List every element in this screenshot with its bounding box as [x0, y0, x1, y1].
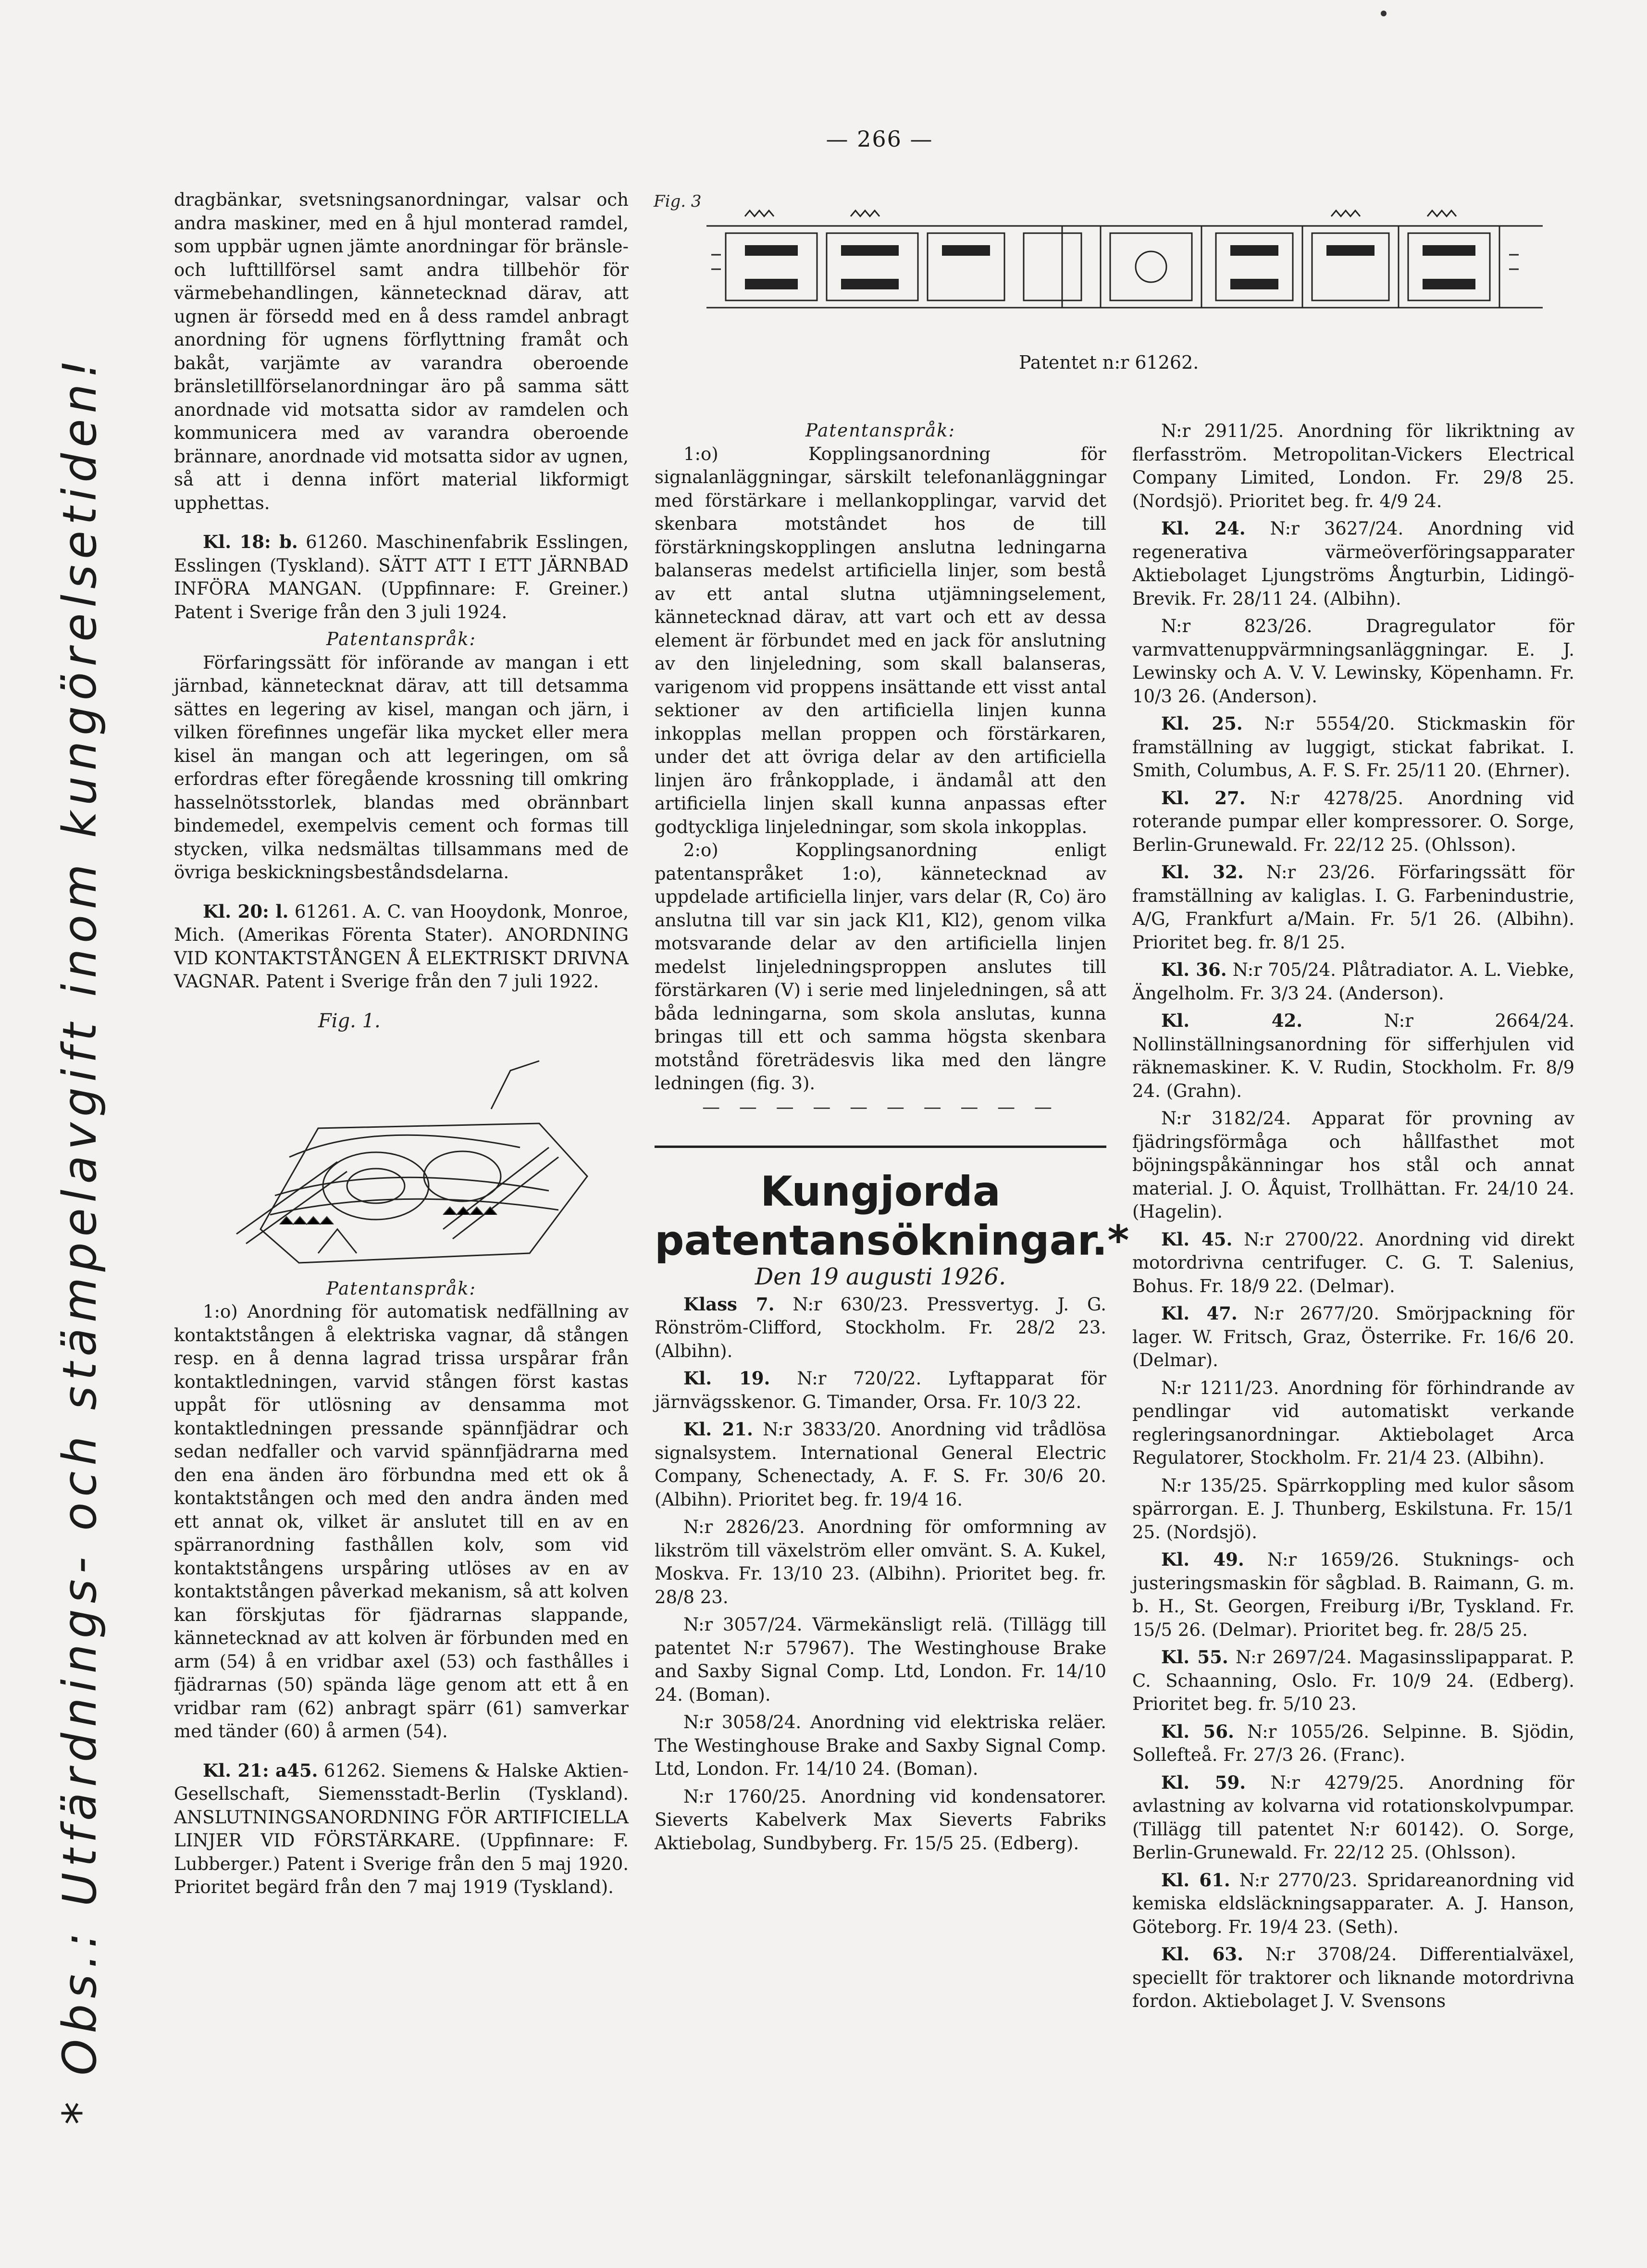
- column-1: [174, 188, 629, 1899]
- entry-text: 61260. Maschinenfabrik Esslingen, Esslingen (Tyskland). SÄTT ATT I ETT JÄRNBAD INFÖRA MANGAN. (Uppfinnare: F. Greiner.) Patent i Sverige från den 3 juli 1924.: [174, 532, 629, 623]
- section-date: Den 19 augusti 1926.: [755, 1263, 1006, 1290]
- claim-text: 1:o) Anordning för automatisk nedfällning av kontaktstången å elektriska vagnar, då stången resp. en å denna lagrad trissa urspårar från kontaktledningen, varvid stången först kastas uppåt för utlösning av densamma mot kontaktledningen pressande spännfjädrar och sedan nedfaller och varvid spännfjädrarna med den ena änden äro förbundna med ett ok å kontaktstången och med den andra änden med ett annat ok, vilket är anslutet till en av en spärranordning fasthållen kolv, som vid kontaktstångens urspåring utlöses av en av kontaktstången påverkad mekanism, så att kolven kan förskjutas för fjädrarnas slappande, kännetecknad av att kolven är förbunden med en arm (54) å en vridbar axel (53) och fasthålles i fjädrarnas (50) spända läge genom att ett å en vridbar ram (62) anbragt spärr (61) samverkar med tänder (60) å armen (54).: [174, 1301, 629, 1742]
- section-rule: [655, 1146, 1106, 1148]
- dashed-separator: — — — — — — — — — —: [702, 1096, 1059, 1117]
- entry-text: N:r 3708/24. Differentialväxel, speciellt för traktorer och liknande motordrivna fordon. Aktiebolaget J. V. Svensons: [1132, 1944, 1574, 2011]
- class-label: Kl. 49.: [1161, 1549, 1244, 1570]
- application-entry: [1132, 1009, 1574, 1103]
- entry-text: N:r 2826/23. Anordning för omformning av likström till växelström eller omvänt. S. A. Kukel, Moskva. Fr. 13/10 23. (Albihn). Prioritet beg. fr. 28/8 23.: [655, 1517, 1106, 1608]
- figure-1-label: Fig. 1.: [318, 1009, 381, 1032]
- page-number: — 266 —: [826, 126, 933, 152]
- application-entry: [655, 1293, 1106, 1363]
- entry-text: N:r 823/26. Dragregulator för varmvattenuppvärmningsanläggningar. E. J. Lewinsky och A. V. V. Lewinsky, Köpenhamn. Fr. 10/3 26. (Anderson).: [1132, 616, 1574, 707]
- class-label: Kl. 63.: [1161, 1944, 1244, 1965]
- application-entry: [1132, 1474, 1574, 1545]
- entry-text: N:r 2911/25. Anordning för likriktning av flerfasström. Metropolitan-Vickers Electrical Company Limited, London. Fr. 29/8 25. (Nordsjö). Prioritet beg. fr. 4/9 24.: [1132, 421, 1574, 511]
- entry-text: N:r 1211/23. Anordning för förhindrande av pendlingar vid automatiskt verkande regleringsanordningar. Aktiebolaget Arca Regulatorer, Stockholm. Fr. 21/4 23. (Albihn).: [1132, 1377, 1574, 1468]
- application-entry: [1132, 1943, 1574, 2013]
- application-entry: [1132, 1645, 1574, 1716]
- ink-dot: [1381, 11, 1387, 16]
- entry-text: N:r 3182/24. Apparat för provning av fjädringsförmåga och hållfasthet mot böjningspåkänningar hos stål och annat material. J. O. Åquist, Trollhättan. Fr. 24/10 24. (Hagelin).: [1132, 1108, 1574, 1222]
- class-label: Kl. 45.: [1161, 1228, 1233, 1250]
- entry-text: N:r 2664/24. Nollinställningsanordning för sifferhjulen vid räknemaskiner. K. V. Rudin, Stockholm. Fr. 8/9 24. (Grahn).: [1132, 1010, 1574, 1101]
- application-entry: [655, 1710, 1106, 1781]
- application-entry: [1132, 1771, 1574, 1865]
- figure-1-drawing: [174, 1003, 629, 1272]
- application-entry: [1132, 1302, 1574, 1372]
- class-label: Kl. 59.: [1161, 1771, 1246, 1793]
- entry-text: N:r 1055/26. Selpinne. B. Sjödin, Sollefteå. Fr. 27/3 26. (Franc).: [1132, 1721, 1575, 1765]
- margin-notice: * Obs.: Utfärdnings- och stämpelavgift inom kungörelsetiden!: [53, 354, 107, 2125]
- claims-heading: Patentanspråk:: [326, 629, 476, 649]
- claim-text: 1:o) Kopplingsanordning för signalanläggningar, särskilt telefonanläggningar med förstärkare i mellankopplingar, varvid det skenbara motstândet hos de till förstärkningskopplingen anslutna ledningarna balanseras medelst artificiella linjer, som bestå av ett antal slutna utjämningselement, kännetecknad därav, att vart och ett av dessa element är förbundet med en jack för anslutning av den linjeledning, som skall balanseras, varigenom vid proppens insättande ett visst antal sektioner av den artificiella linjen kunna inkopplas mellan proppen och förstärkaren, under det att övriga delar av den artificiella linjen äro frånkopplade, i ändamål att den artificiella linjen skall kunna anpassas efter godtyckliga linjeledningar, som skola inkopplas.: [655, 443, 1106, 837]
- patent-entry-61260: [174, 530, 629, 624]
- application-entry: [1132, 614, 1574, 708]
- application-entry: [1132, 1376, 1574, 1470]
- application-entry: [655, 1515, 1106, 1609]
- entry-text: N:r 3058/24. Anordning vid elektriska reläer. The Westinghouse Brake and Saxby Signal Comp. Ltd, London. Fr. 14/10 24. (Boman).: [655, 1712, 1106, 1779]
- class-label: Kl. 19.: [683, 1368, 770, 1389]
- patent-entry-61261: [174, 900, 629, 994]
- claims-heading: Patentanspråk:: [326, 1278, 476, 1299]
- class-label: Kl. 20: l.: [203, 900, 289, 922]
- application-entry: [1132, 517, 1574, 611]
- entry-text: N:r 720/22. Lyftapparat för järnvägsskenor. G. Timander, Orsa. Fr. 10/3 22.: [655, 1368, 1106, 1412]
- entry-text: N:r 135/25. Spärrkoppling med kulor såsom spärrorgan. E. J. Thunberg, Eskilstuna. Fr. 15/1 25. (Nordsjö).: [1132, 1475, 1574, 1543]
- application-entry: [655, 1418, 1106, 1511]
- entry-text: N:r 5554/20. Stickmaskin för framställning av luggigt, stickat fabrikat. I. Smith, Columbus, A. F. S. Fr. 25/11 20. (Ehrner).: [1132, 713, 1574, 781]
- application-entry: [655, 1785, 1106, 1856]
- application-entry: [655, 1613, 1106, 1707]
- class-label: Kl. 36.: [1161, 959, 1227, 980]
- figure-3-label: Fig. 3: [654, 192, 702, 211]
- entry-text: N:r 2700/22. Anordning vid direkt motordrivna centrifuger. C. G. T. Salenius, Bohus. Fr. 18/9 22. (Delmar).: [1132, 1229, 1574, 1296]
- application-entry: [1132, 1228, 1574, 1298]
- column-3: [1132, 419, 1574, 2013]
- figure-3-caption: Patentet n:r 61262.: [1019, 352, 1199, 373]
- section-heading: Kungjorda patentansökningar.*: [655, 1168, 1129, 1265]
- entry-text: N:r 705/24. Plåtradiator. A. L. Viebke, Ängelholm. Fr. 3/3 24. (Anderson).: [1132, 960, 1574, 1004]
- circuit-diagram: [649, 187, 1552, 336]
- claims-heading: Patentanspråk:: [805, 420, 955, 441]
- application-entry: [1132, 786, 1574, 857]
- class-label: Kl. 27.: [1161, 787, 1246, 809]
- paragraph: dragbänkar, svetsningsanordningar, valsar och andra maskiner, med en å hjul monterad ramdel, som uppbär ugnen jämte anordningar för bränsle- och lufttillförsel samt andra tillbehör för värmebehandlingen, kännetecknad därav, att ugnen är försedd med en å dess ramdel anbragt anordning för ugnens förflyttning framåt och bakåt, varjämte av varandra oberoende bränsletillförselanordningar äro på samma sätt anordnade vid motsatta sidor av ramdelen och kommunicera med av varandra oberoende brännare, anordnade vid motsatta sidor av ugnen, så att i denna infört material likformigt upphettas.: [174, 189, 629, 513]
- entry-text: N:r 3627/24. Anordning vid regenerativa värmeöverföringsapparater Aktiebolaget Ljungströms Ångturbin, Lidingö-Brevik. Fr. 28/11 24. (Albihn).: [1132, 518, 1574, 609]
- class-label: Kl. 21.: [683, 1419, 753, 1440]
- mechanism-sketch: [174, 1003, 629, 1272]
- application-entry: [1132, 1869, 1574, 1939]
- class-label: Kl. 47.: [1161, 1303, 1238, 1324]
- entry-text: N:r 2770/23. Spridareanordning vid kemiska eldsläckningsapparater. A. J. Hanson, Göteborg. Fr. 19/4 23. (Seth).: [1132, 1869, 1574, 1937]
- class-label: Kl. 24.: [1161, 518, 1246, 539]
- entry-text: N:r 1760/25. Anordning vid kondensatorer. Sieverts Kabelverk Max Sieverts Fabriks Aktiebolag, Sundbyberg. Fr. 15/5 25. (Edberg).: [655, 1786, 1106, 1854]
- class-label: Kl. 56.: [1161, 1720, 1234, 1742]
- figure-3-circuit: [649, 187, 1552, 336]
- class-label: Kl. 21: a45.: [203, 1759, 318, 1781]
- application-entry: [1132, 1107, 1574, 1224]
- claim-text: 2:o) Kopplingsanordning enligt patentanspråket 1:o), kännetecknad av uppdelade artificiella linjer, vars delar (R, Co) äro anslutna till var sin jack Kl1, Kl2), genom vilka motsvarande delar av den artificiella linjen medelst linjeledningsproppen anslutes till förstärkaren (V) i serie med linjeledningen, så att båda ledningarna, som skola anslutas, kunna bringas till ett och samma högsta skenbara motstånd företrädesvis lika med den längre ledningen (fig. 3).: [655, 840, 1106, 1094]
- application-entry: [1132, 1720, 1574, 1767]
- class-label: Kl. 55.: [1161, 1646, 1228, 1668]
- entry-text: N:r 4278/25. Anordning vid roterande pumpar eller kompressorer. O. Sorge, Berlin-Grunewald. Fr. 22/12 25. (Ohlsson).: [1132, 787, 1574, 855]
- class-label: Klass 7.: [683, 1293, 775, 1315]
- class-label: Kl. 32.: [1161, 861, 1244, 883]
- entry-text: N:r 3057/24. Värmekänsligt relä. (Tillägg till patentet N:r 57967). The Westinghouse Brake and Saxby Signal Comp. Ltd, London. Fr. 14/10 24. (Boman).: [655, 1614, 1106, 1705]
- patent-entry-61262: [174, 1759, 629, 1899]
- application-entry: [1132, 860, 1574, 954]
- entry-text: N:r 1659/26. Stuknings- och justeringsmaskin för sågblad. B. Raimann, G. m. b. H., St. Georgen, Freiburg i/Br, Tyskland. Fr. 15/5 26. (Delmar). Prioritet beg. fr. 28/5 25.: [1132, 1549, 1574, 1640]
- entry-text: N:r 3833/20. Anordning vid trådlösa signalsystem. International General Electric Company, Schenectady, A. F. S. Fr. 30/6 20. (Albihn). Prioritet beg. fr. 19/4 16.: [655, 1419, 1106, 1510]
- application-entry: [655, 1367, 1106, 1414]
- claim-text: Förfaringssätt för införande av mangan i ett järnbad, kännetecknat därav, att till detsamma sättes en legering av kisel, mangan och järn, i vilken förefinnes ungefär lika mycket eller mera kisel än mangan och att legeringen, om så erfordras efter föregående krossning till omkring hasselnötsstorlek, blandas med obrännbart bindemedel, exempelvis cement och formas till stycken, vilka nedsmältas tillsammans med de övriga beskickningsbeståndsdelarna.: [174, 652, 629, 883]
- application-list: [655, 1293, 1106, 1856]
- entry-text: N:r 23/26. Förfaringssätt för framställning av kaliglas. I. G. Farbenindustrie, A/G, Frankfurt a/Main. Fr. 5/1 26. (Albihn). Prioritet beg. fr. 8/1 25.: [1132, 862, 1574, 953]
- application-entry: [1132, 712, 1574, 783]
- entry-text: 61261. A. C. van Hooydonk, Monroe, Mich. (Amerikas Förenta Stater). ANORDNING VID KONTAKTSTÅNGEN Å ELEKTRISKT DRIVNA VAGNAR. Patent i Sverige från den 7 juli 1922.: [174, 901, 629, 992]
- application-entry: [1132, 419, 1574, 513]
- class-label: Kl. 18: b.: [203, 531, 298, 552]
- column-2: [655, 419, 1129, 1855]
- entry-text: N:r 4279/25. Anordning för avlastning av kolvarna vid rotationskolvpumpar. (Tillägg till patentet N:r 60142). O. Sorge, Berlin-Grunewald. Fr. 22/12 25. (Ohlsson).: [1132, 1772, 1574, 1863]
- application-entry: [1132, 958, 1574, 1005]
- application-entry: [1132, 1548, 1574, 1642]
- entry-text: 61262. Siemens & Halske Aktien-Gesellschaft, Siemensstadt-Berlin (Tyskland). ANSLUTNINGSANORDNING FÖR ARTIFICIELLA LINJER VID FÖRSTÄRKARE. (Uppfinnare: F. Lubberger.) Patent i Sverige från den 5 maj 1920. Prioritet begärd från den 7 maj 1919 (Tyskland).: [174, 1760, 629, 1897]
- class-label: Kl. 42.: [1161, 1010, 1303, 1031]
- entry-text: N:r 2697/24. Magasinsslipapparat. P. C. Schaanning, Oslo. Fr. 10/9 24. (Edberg). Prioritet beg. fr. 5/10 23.: [1132, 1647, 1575, 1714]
- entry-text: N:r 2677/20. Smörjpackning för lager. W. Fritsch, Graz, Österrike. Fr. 16/6 20. (Delmar).: [1132, 1303, 1574, 1371]
- class-label: Kl. 25.: [1161, 713, 1243, 734]
- class-label: Kl. 61.: [1161, 1869, 1230, 1891]
- entry-text: N:r 630/23. Pressvertyg. J. G. Rönström-Clifford, Stockholm. Fr. 28/2 23. (Albihn).: [655, 1294, 1107, 1361]
